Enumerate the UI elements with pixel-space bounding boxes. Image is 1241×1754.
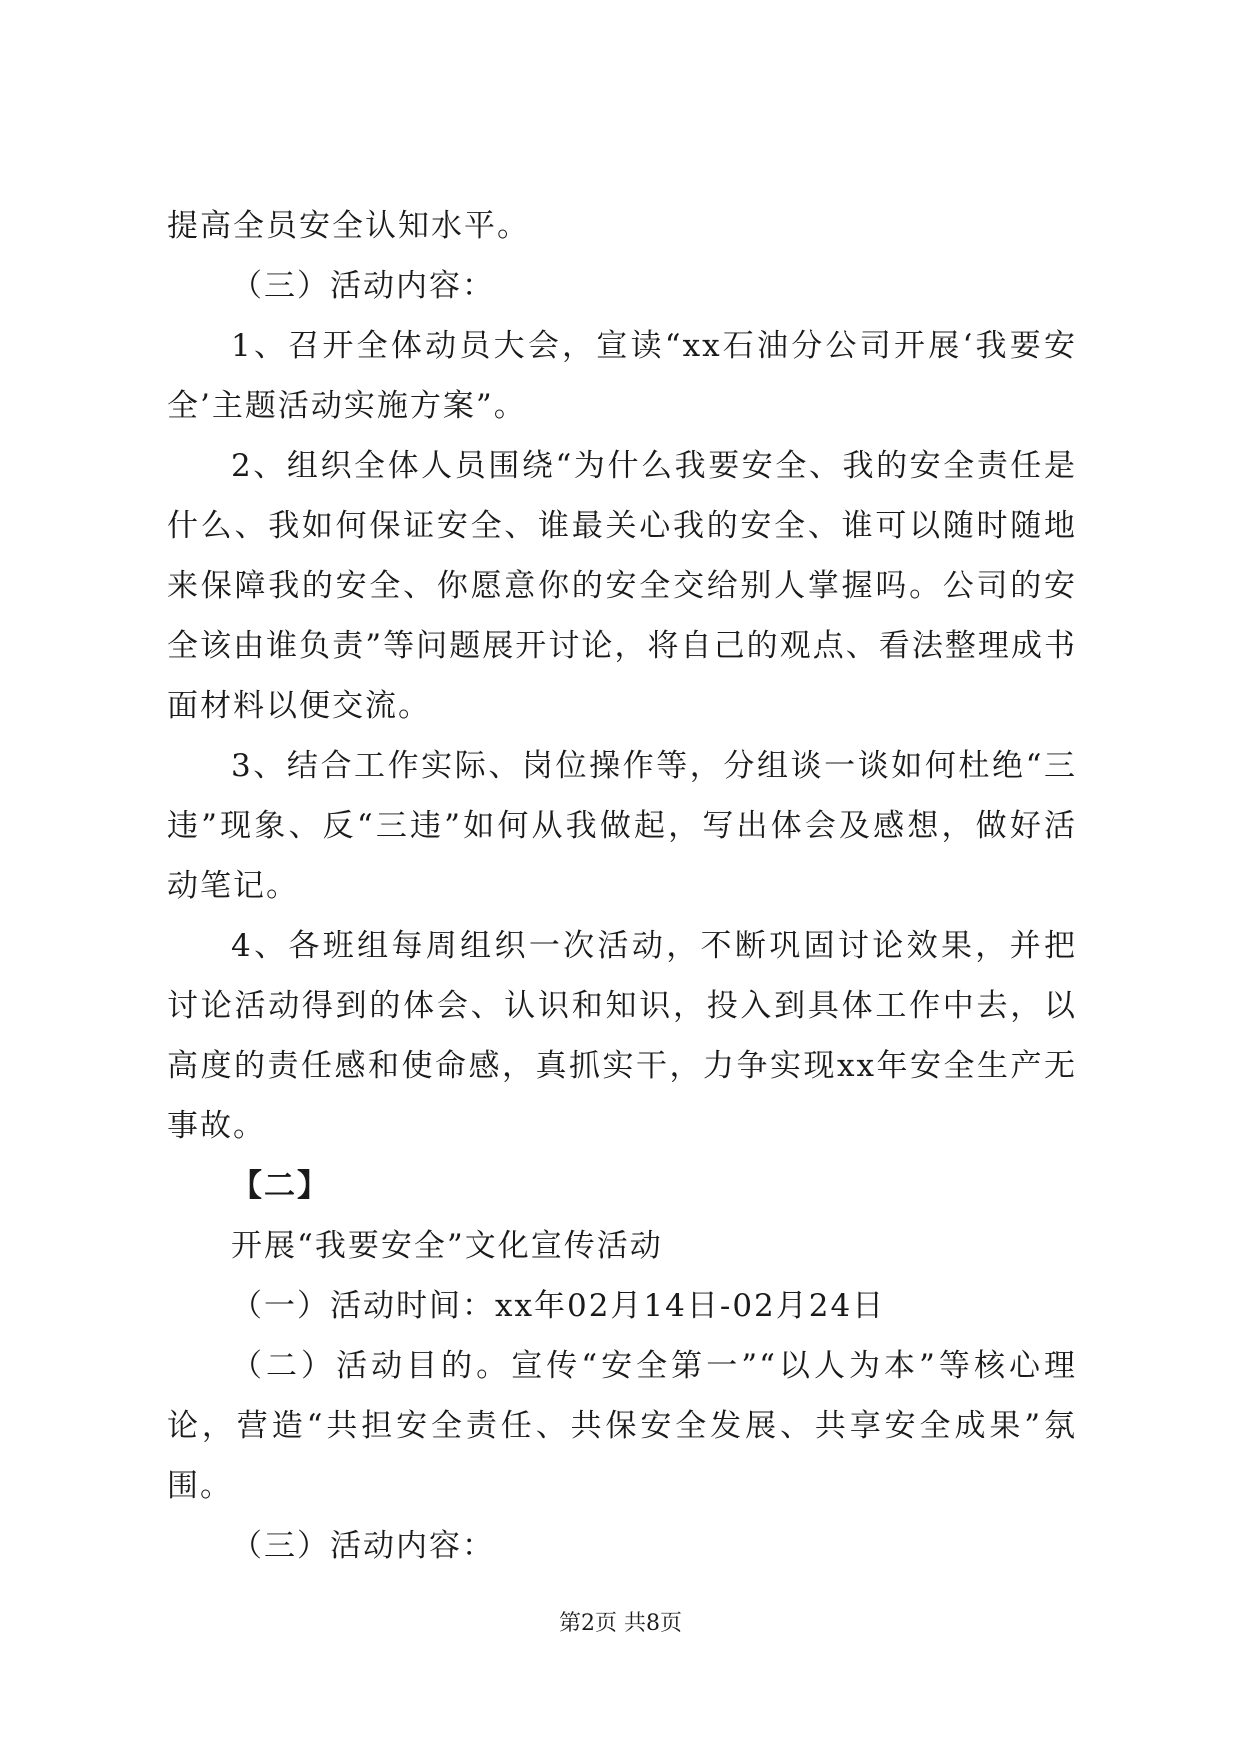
list-item-4: 4、各班组每周组织一次活动，不断巩固讨论效果，并把讨论活动得到的体会、认识和知识，投入到具体工作中去，以高度的责任感和使命感，真抓实干，力争实现xx年安全生产无事故。 (167, 928, 1077, 1144)
part-heading: 【二】 (231, 1168, 330, 1204)
section-activity-time: （一）活动时间：xx年02月14日-02月24日 (231, 1288, 886, 1324)
paragraph-continuation: 提高全员安全认知水平。 (167, 208, 530, 244)
document-body (167, 196, 1077, 1576)
part-title: 开展“我要安全”文化宣传活动 (231, 1228, 663, 1264)
section-heading-content: （三）活动内容： (231, 268, 495, 304)
section-activity-purpose: （二）活动目的。宣传“安全第一”“以人为本”等核心理论，营造“共担安全责任、共保安全发展、共享安全成果”氛围。 (167, 1348, 1077, 1504)
list-item-2: 2、组织全体人员围绕“为什么我要安全、我的安全责任是什么、我如何保证安全、谁最关心我的安全、谁可以随时随地来保障我的安全、你愿意你的安全交给别人掌握吗。公司的安全该由谁负责”等问题展开讨论，将自己的观点、看法整理成书面材料以便交流。 (167, 448, 1077, 724)
section-activity-content: （三）活动内容： (231, 1528, 495, 1564)
list-item-1: 1、召开全体动员大会，宣读“xx石油分公司开展‘我要安全’主题活动实施方案”。 (167, 328, 1077, 424)
page-footer: 第2页 共8页 (559, 1611, 682, 1636)
list-item-3: 3、结合工作实际、岗位操作等，分组谈一谈如何杜绝“三违”现象、反“三违”如何从我做起，写出体会及感想，做好活动笔记。 (167, 748, 1077, 904)
